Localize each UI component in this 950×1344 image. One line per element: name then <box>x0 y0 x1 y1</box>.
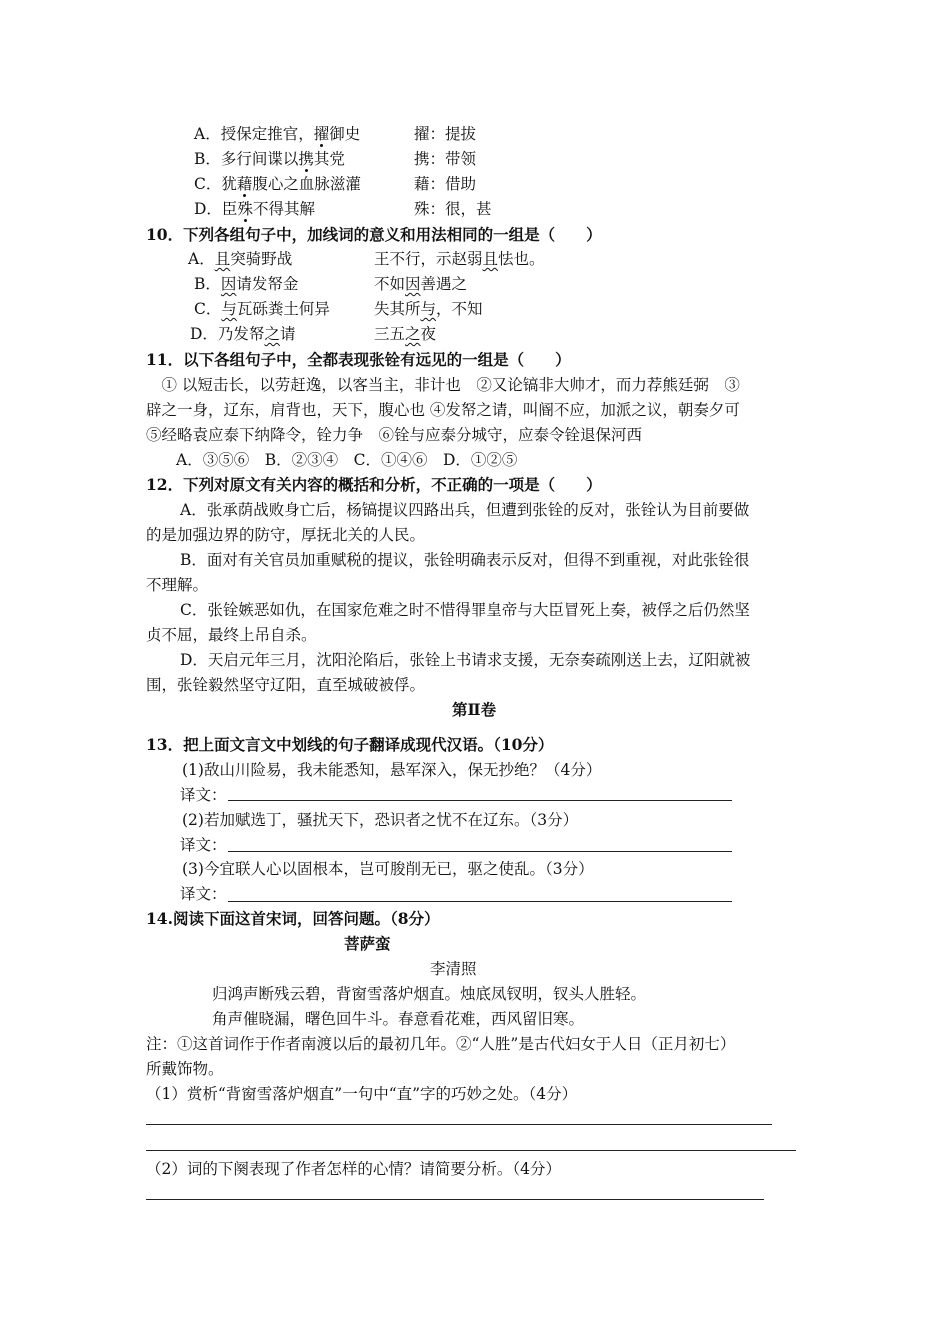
q10-option-d: D．乃发帑之请 <box>190 325 296 343</box>
q9-key-b: 携 <box>298 150 314 168</box>
q13-answer-label: 译文： <box>180 836 227 854</box>
section-heading: 第Ⅱ卷 <box>452 700 497 719</box>
q9-gloss-d: 殊：很，甚 <box>414 200 492 218</box>
q13-item-1: (1)敌山川险易，我未能悉知，悬军深入，保无抄绝？（4分） <box>182 761 602 779</box>
q12-body-line: 的是加强边界的防守，厚抚北关的人民。 <box>146 526 426 544</box>
q12-body-line: C．张铨嫉恶如仇，在国家危难之时不惜得罪皇帝与大臣冒死上奏，被俘之后仍然坚 <box>180 601 750 619</box>
q11-body-line: 辟之一身，辽东，肩背也，天下，腹心也 ④发帑之请，叫阍不应，加派之议，朝奏夕可 <box>146 401 740 419</box>
q13-title: 13．把上面文言文中划线的句子翻译成现代汉语。（10分） <box>146 735 554 754</box>
q13-answer-label: 译文： <box>180 885 227 903</box>
q10-option-c-compare: 失其所与，不知 <box>374 300 483 318</box>
q9-option-b: B．多行间谍以携其党 <box>194 150 345 168</box>
q9-gloss-b: 携：带领 <box>414 150 477 168</box>
q9-option-c: C．犹藉腹心之血脉滋灌 <box>194 175 361 193</box>
q11-body-line: ⑤经略袁应泰下纳降令，铨力争 ⑥铨与应泰分城守，应泰令铨退保河西 <box>146 426 643 444</box>
q14-sub-2: （2）词的下阕表现了作者怎样的心情？请简要分析。（4分） <box>146 1160 561 1178</box>
q10-title: 10．下列各组句子中，加线词的意义和用法相同的一组是（ ） <box>146 225 602 244</box>
q9-gloss-a: 擢：提拔 <box>414 125 477 143</box>
q12-body-line: D．天启元年三月，沈阳沦陷后，张铨上书请求支援，无奈奏疏刚送上去，辽阳就被 <box>180 651 751 669</box>
q9-key-a: 擢 <box>313 125 330 143</box>
q9-key-c: 藉 <box>236 175 253 193</box>
q14-answer-line-3[interactable] <box>146 1199 764 1200</box>
q14-sub-1: （1）赏析“背窗雪落炉烟直”一句中“直”字的巧妙之处。（4分） <box>146 1085 578 1103</box>
q13-answer-line-1[interactable] <box>228 800 732 801</box>
q10-option-a: A．且突骑野战 <box>188 250 293 268</box>
q10-option-b: B．因请发帑金 <box>194 275 299 293</box>
q10-option-a-compare: 王不行，示赵弱且怯也。 <box>374 250 545 268</box>
poem-note: 注：①这首词作于作者南渡以后的最初几年。②“人胜”是古代妇女于人日（正月初七） <box>146 1035 736 1053</box>
q14-title: 14.阅读下面这首宋词，回答问题。（8分） <box>146 909 440 928</box>
q12-body-line: A．张承荫战败身亡后，杨镐提议四路出兵，但遭到张铨的反对，张铨认为目前要做 <box>180 501 750 519</box>
q13-answer-line-3[interactable] <box>228 901 732 902</box>
q14-answer-line-1[interactable] <box>146 1124 772 1125</box>
q12-title: 12．下列对原文有关内容的概括和分析，不正确的一项是（ ） <box>146 475 602 494</box>
poem-author: 李清照 <box>430 960 477 978</box>
q9-gloss-c: 藉：借助 <box>414 175 477 193</box>
q12-body-line: 贞不屈，最终上吊自杀。 <box>146 626 317 644</box>
q12-body-line: 围，张铨毅然坚守辽阳，直至城破被俘。 <box>146 676 426 694</box>
poem-note: 所戴饰物。 <box>146 1060 224 1078</box>
q12-body-line: 不理解。 <box>146 576 209 594</box>
q10-option-d-compare: 三五之夜 <box>374 325 437 343</box>
q13-item-3: (3)今宜联人心以固根本，岂可朘削无已，驱之使乱。（3分） <box>182 860 594 878</box>
poem-line: 归鸿声断残云碧，背窗雪落炉烟直。烛底凤钗明，钗头人胜轻。 <box>212 985 647 1003</box>
q10-option-c: C．与瓦砾粪土何异 <box>194 300 330 318</box>
q12-body-line: B．面对有关官员加重赋税的提议，张铨明确表示反对，但得不到重视，对此张铨很 <box>180 551 750 569</box>
q10-option-b-compare: 不如因善遇之 <box>374 275 468 293</box>
q13-answer-label: 译文： <box>180 786 227 804</box>
q11-title: 11．以下各组句子中，全都表现张铨有远见的一组是（ ） <box>146 350 571 369</box>
poem-title: 菩萨蛮 <box>344 934 391 953</box>
q9-key-d: 殊 <box>237 200 253 218</box>
q14-answer-line-2[interactable] <box>146 1150 796 1151</box>
q9-option-a: A．授保定推官，擢御史 <box>194 125 361 143</box>
q13-answer-line-2[interactable] <box>228 851 732 852</box>
poem-line: 角声催晓漏，曙色回牛斗。春意看花难，西风留旧寒。 <box>212 1010 585 1028</box>
q13-item-2: (2)若加赋选丁，骚扰天下，恐识者之忧不在辽东。（3分） <box>182 811 579 829</box>
q11-body-line: ① 以短击长，以劳赶逸，以客当主，非计也 ②又论镐非大帅才，而力荐熊廷弼 ③ <box>146 376 740 394</box>
q9-option-d: D．臣殊不得其解 <box>194 200 315 218</box>
q11-choices: A．③⑤⑥ B．②③④ C．①④⑥ D．①②⑤ <box>176 451 518 469</box>
